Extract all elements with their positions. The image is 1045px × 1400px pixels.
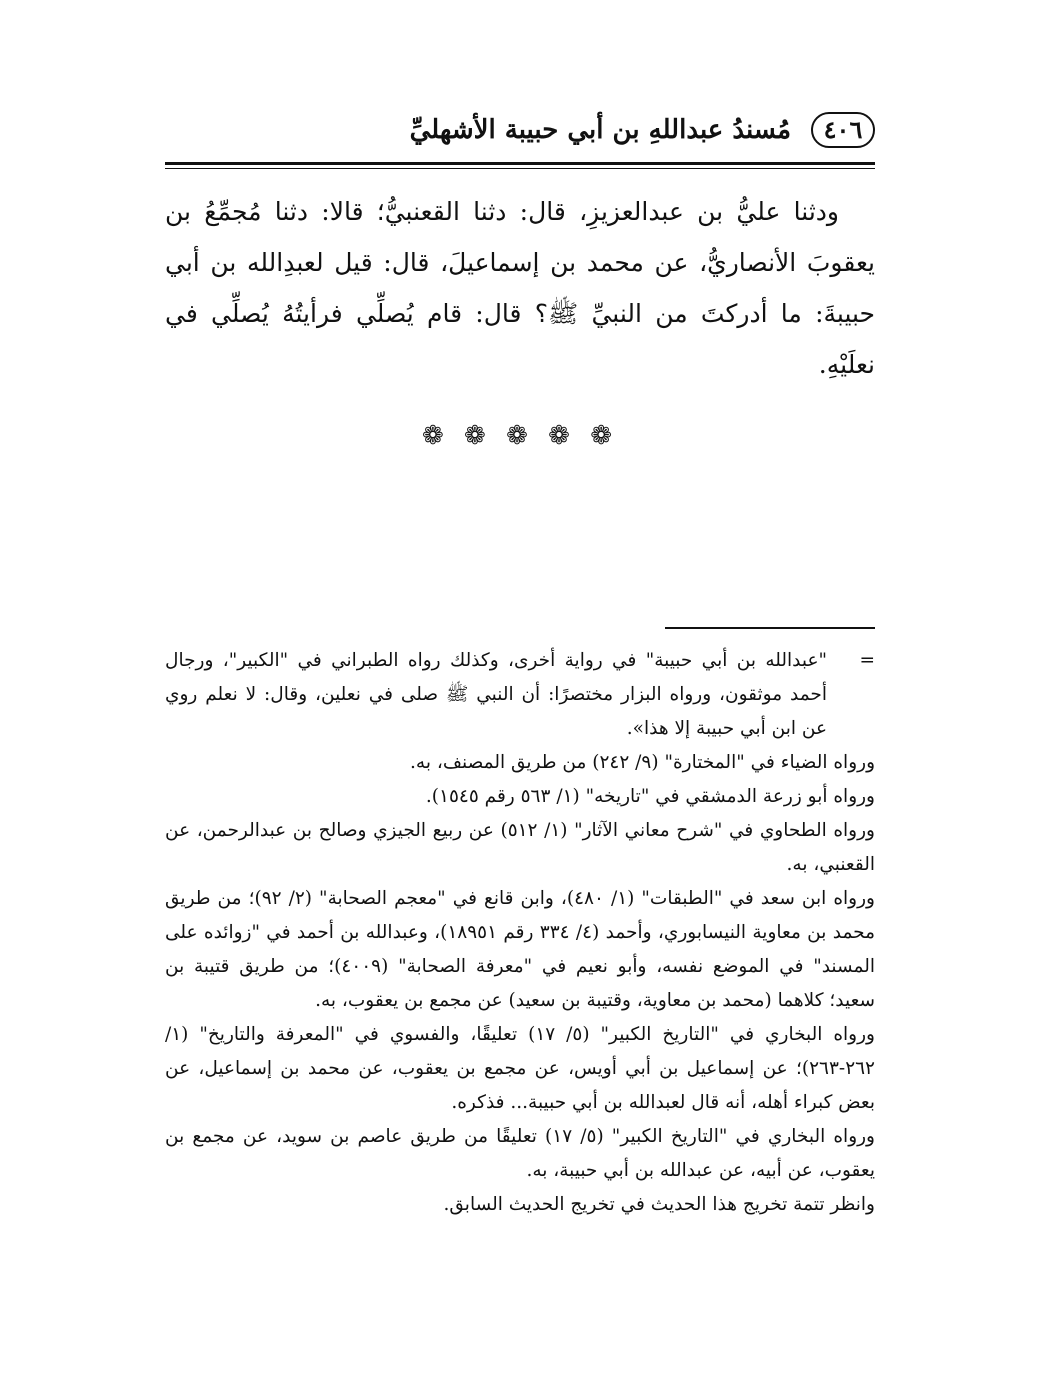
continuation-mark: =: [859, 650, 875, 671]
page-number: ٤٠٦: [811, 112, 875, 148]
footnote-text: "عبدالله بن أبي حبيبة" في رواية أخرى، وكذلك رواه الطبراني في "الكبير"، ورجال أحمد موثقون، ورواه البزار مختصرًا: أن النبي ﷺ صلى في نعلين، وقال: لا نعلم روي عن ابن أبي حبيبة إلا هذا».: [165, 650, 827, 739]
footnote-paragraph: وانظر تتمة تخريج هذا الحديث في تخريج الحديث السابق.: [443, 1194, 875, 1215]
page-header: [165, 108, 875, 156]
header-rule: [165, 162, 875, 165]
footnote-separator: [665, 627, 875, 629]
footnote-paragraph: ورواه ابن سعد في "الطبقات" (١/ ٤٨٠)، وابن قانع في "معجم الصحابة" (٢/ ٩٢)؛ من طريق محمد بن معاوية النيسابوري، وأحمد (٤/ ٣٣٤ رقم ١٨٩٥١)، وعبدالله بن أحمد في "زوائده على المسند" في الموضع نفسه، وأبو نعيم في "معرفة الصحابة" (٤٠٠٩)؛ من طريق قتيبة بن سعيد؛ كلاهما (محمد بن معاوية، وقتيبة بن سعيد) عن مجمع بن يعقوب، به.: [165, 888, 876, 1011]
section-ornament: ❁ ❁ ❁ ❁ ❁: [422, 421, 618, 451]
footnote-paragraph: ورواه أبو زرعة الدمشقي في "تاريخه" (١/ ٥٦٣ رقم ١٥٤٥).: [425, 786, 875, 807]
header-rule-thin: [165, 168, 875, 169]
footnotes: [165, 644, 875, 1222]
hadith-paragraph: ودثنا عليُّ بن عبدالعزيزِ، قال: دثنا القعنبيُّ؛ قالا: دثنا مُجمِّعُ بن يعقوبَ الأنصاريُّ، عن محمد بن إسماعيلَ، قال: قيل لعبدِالله بن أبي حبيبةَ: ما أدركتَ من النبيِّ ﷺ؟ قال: قام يُصلِّي فرأيتُهُ يُصلِّي في نعلَيْهِ.: [165, 197, 875, 379]
footnote-paragraph: ورواه البخاري في "التاريخ الكبير" (٥/ ١٧) تعليقًا من طريق عاصم بن سويد، عن مجمع بن يعقوب، عن أبيه، عن عبدالله بن أبي حبيبة، به.: [165, 1126, 875, 1181]
running-title: مُسندُ عبداللهِ بن أبي حبيبة الأشهليِّ: [409, 115, 791, 145]
footnote-paragraph: ورواه الطحاوي في "شرح معاني الآثار" (١/ ٥١٢) عن ربيع الجيزي وصالح بن عبدالرحمن، عن القعنبي، به.: [165, 820, 875, 875]
footnote-paragraph: ورواه الضياء في "المختارة" (٩/ ٢٤٢) من طريق المصنف، به.: [410, 752, 875, 773]
footnote-paragraph: ورواه البخاري في "التاريخ الكبير" (٥/ ١٧) تعليقًا، والفسوي في "المعرفة والتاريخ" (١/ ٢٦٢-٢٦٣)؛ عن إسماعيل بن أبي أويس، عن مجمع بن يعقوب، عن محمد بن إسماعيل، عن بعض كبراء أهله، أنه قال لعبدالله بن أبي حبيبة... فذكره.: [165, 1024, 875, 1113]
footnote-paragraph: [165, 644, 875, 746]
hadith-text: [165, 186, 875, 390]
